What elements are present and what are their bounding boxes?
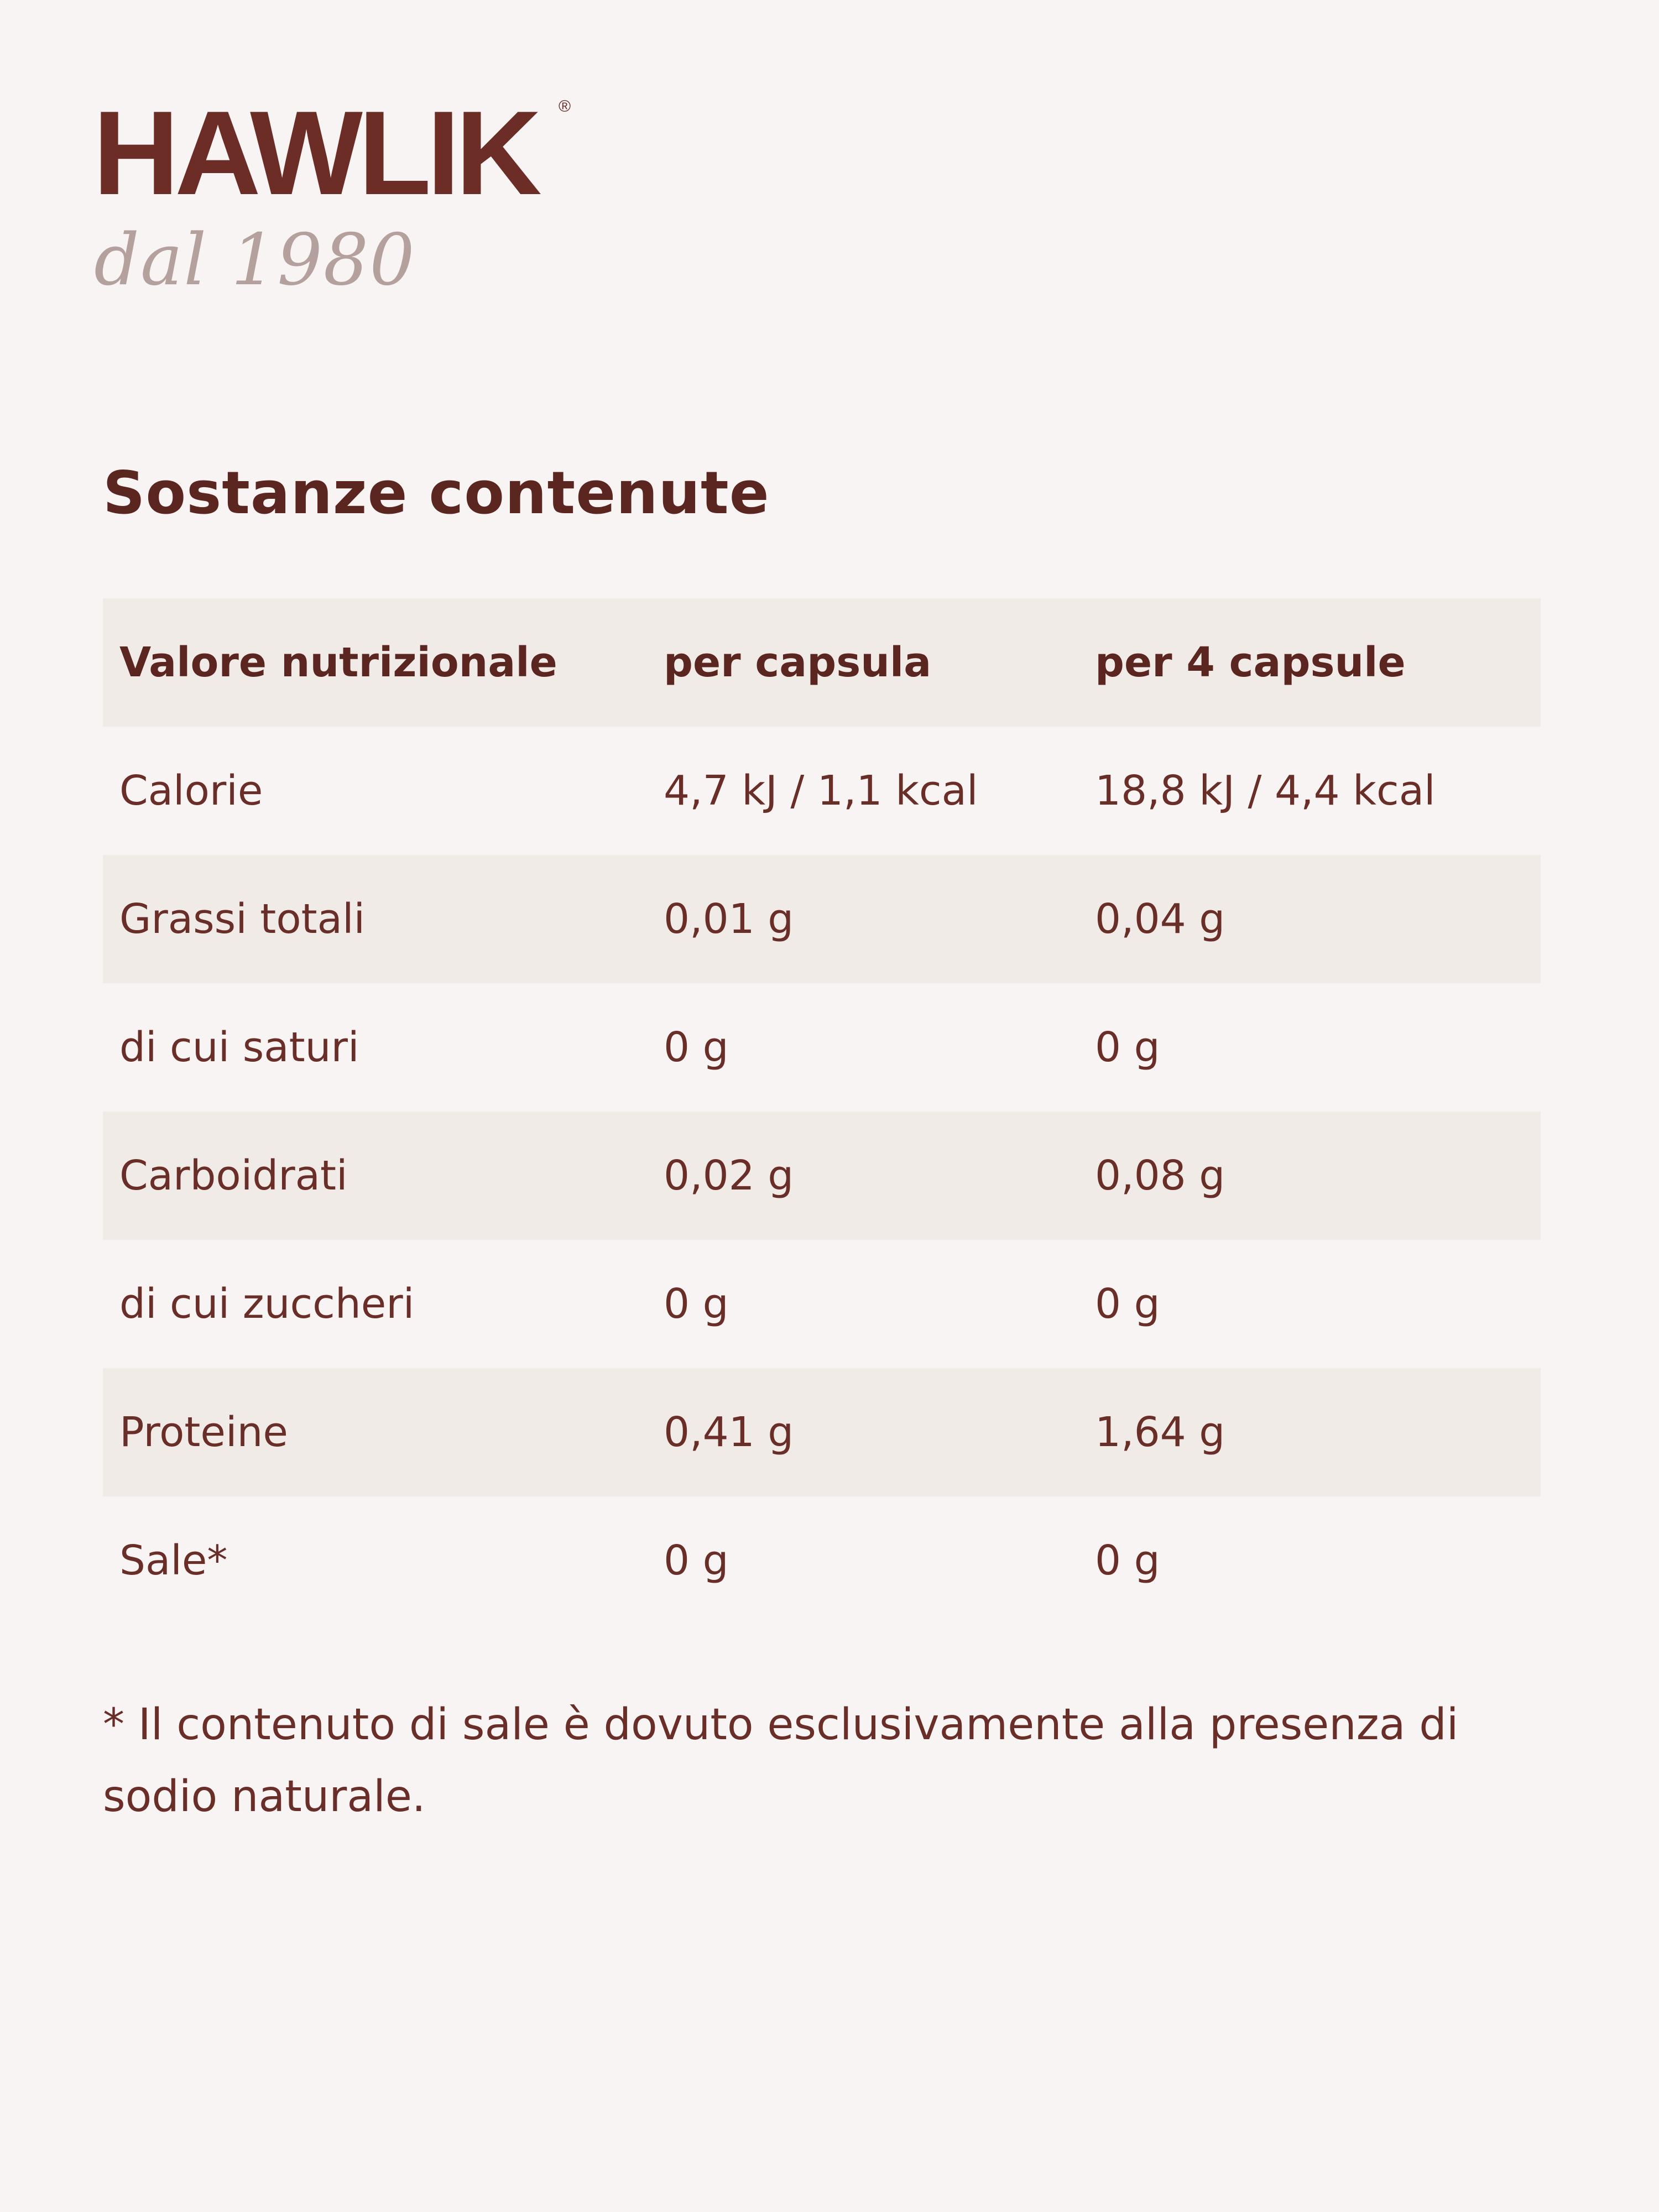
table-row: [103, 1496, 1541, 1625]
value-per-4-capsules: 0,04 g: [1095, 895, 1225, 943]
nutrient-name: Sale*: [119, 1537, 228, 1584]
table-row: [103, 983, 1541, 1112]
table-row: [103, 727, 1541, 855]
header-per-capsule: per capsula: [664, 639, 932, 686]
nutrient-name: Carboidrati: [119, 1152, 348, 1199]
nutrient-name: Grassi totali: [119, 895, 366, 943]
registered-mark: ®: [559, 97, 571, 116]
value-per-4-capsules: 0,08 g: [1095, 1152, 1225, 1199]
brand-tagline: dal 1980: [94, 219, 416, 301]
value-per-4-capsules: 0 g: [1095, 1024, 1160, 1071]
value-per-4-capsules: 0 g: [1095, 1280, 1160, 1328]
value-per-capsule: 4,7 kJ / 1,1 kcal: [664, 767, 978, 815]
value-per-4-capsules: 18,8 kJ / 4,4 kcal: [1095, 767, 1436, 815]
value-per-capsule: 0 g: [664, 1280, 729, 1328]
value-per-capsule: 0 g: [664, 1537, 729, 1584]
value-per-4-capsules: 1,64 g: [1095, 1408, 1225, 1456]
table-row: [103, 855, 1541, 983]
value-per-capsule: 0,41 g: [664, 1408, 794, 1456]
value-per-capsule: 0 g: [664, 1024, 729, 1071]
table-header-row: [103, 598, 1541, 727]
nutrient-name: Calorie: [119, 767, 263, 815]
nutrient-name: di cui zuccheri: [119, 1280, 415, 1328]
header-per-4-capsules: per 4 capsule: [1095, 639, 1406, 686]
table-row: [103, 1240, 1541, 1368]
brand-name: HAWLIK: [93, 86, 538, 220]
footnote: * Il contenuto di sale è dovuto esclusivamente alla presenza di sodio naturale.: [103, 1700, 1459, 1822]
brand-logo: [93, 86, 580, 325]
header-nutrient: Valore nutrizionale: [119, 639, 557, 686]
value-per-capsule: 0,01 g: [664, 895, 794, 943]
nutrition-table: [103, 598, 1541, 1625]
table-row: [103, 1368, 1541, 1496]
section-title: Sostanze contenute: [103, 459, 770, 527]
nutrient-name: Proteine: [119, 1408, 288, 1456]
value-per-capsule: 0,02 g: [664, 1152, 794, 1199]
table-row: [103, 1112, 1541, 1240]
nutrient-name: di cui saturi: [119, 1024, 359, 1071]
value-per-4-capsules: 0 g: [1095, 1537, 1160, 1584]
